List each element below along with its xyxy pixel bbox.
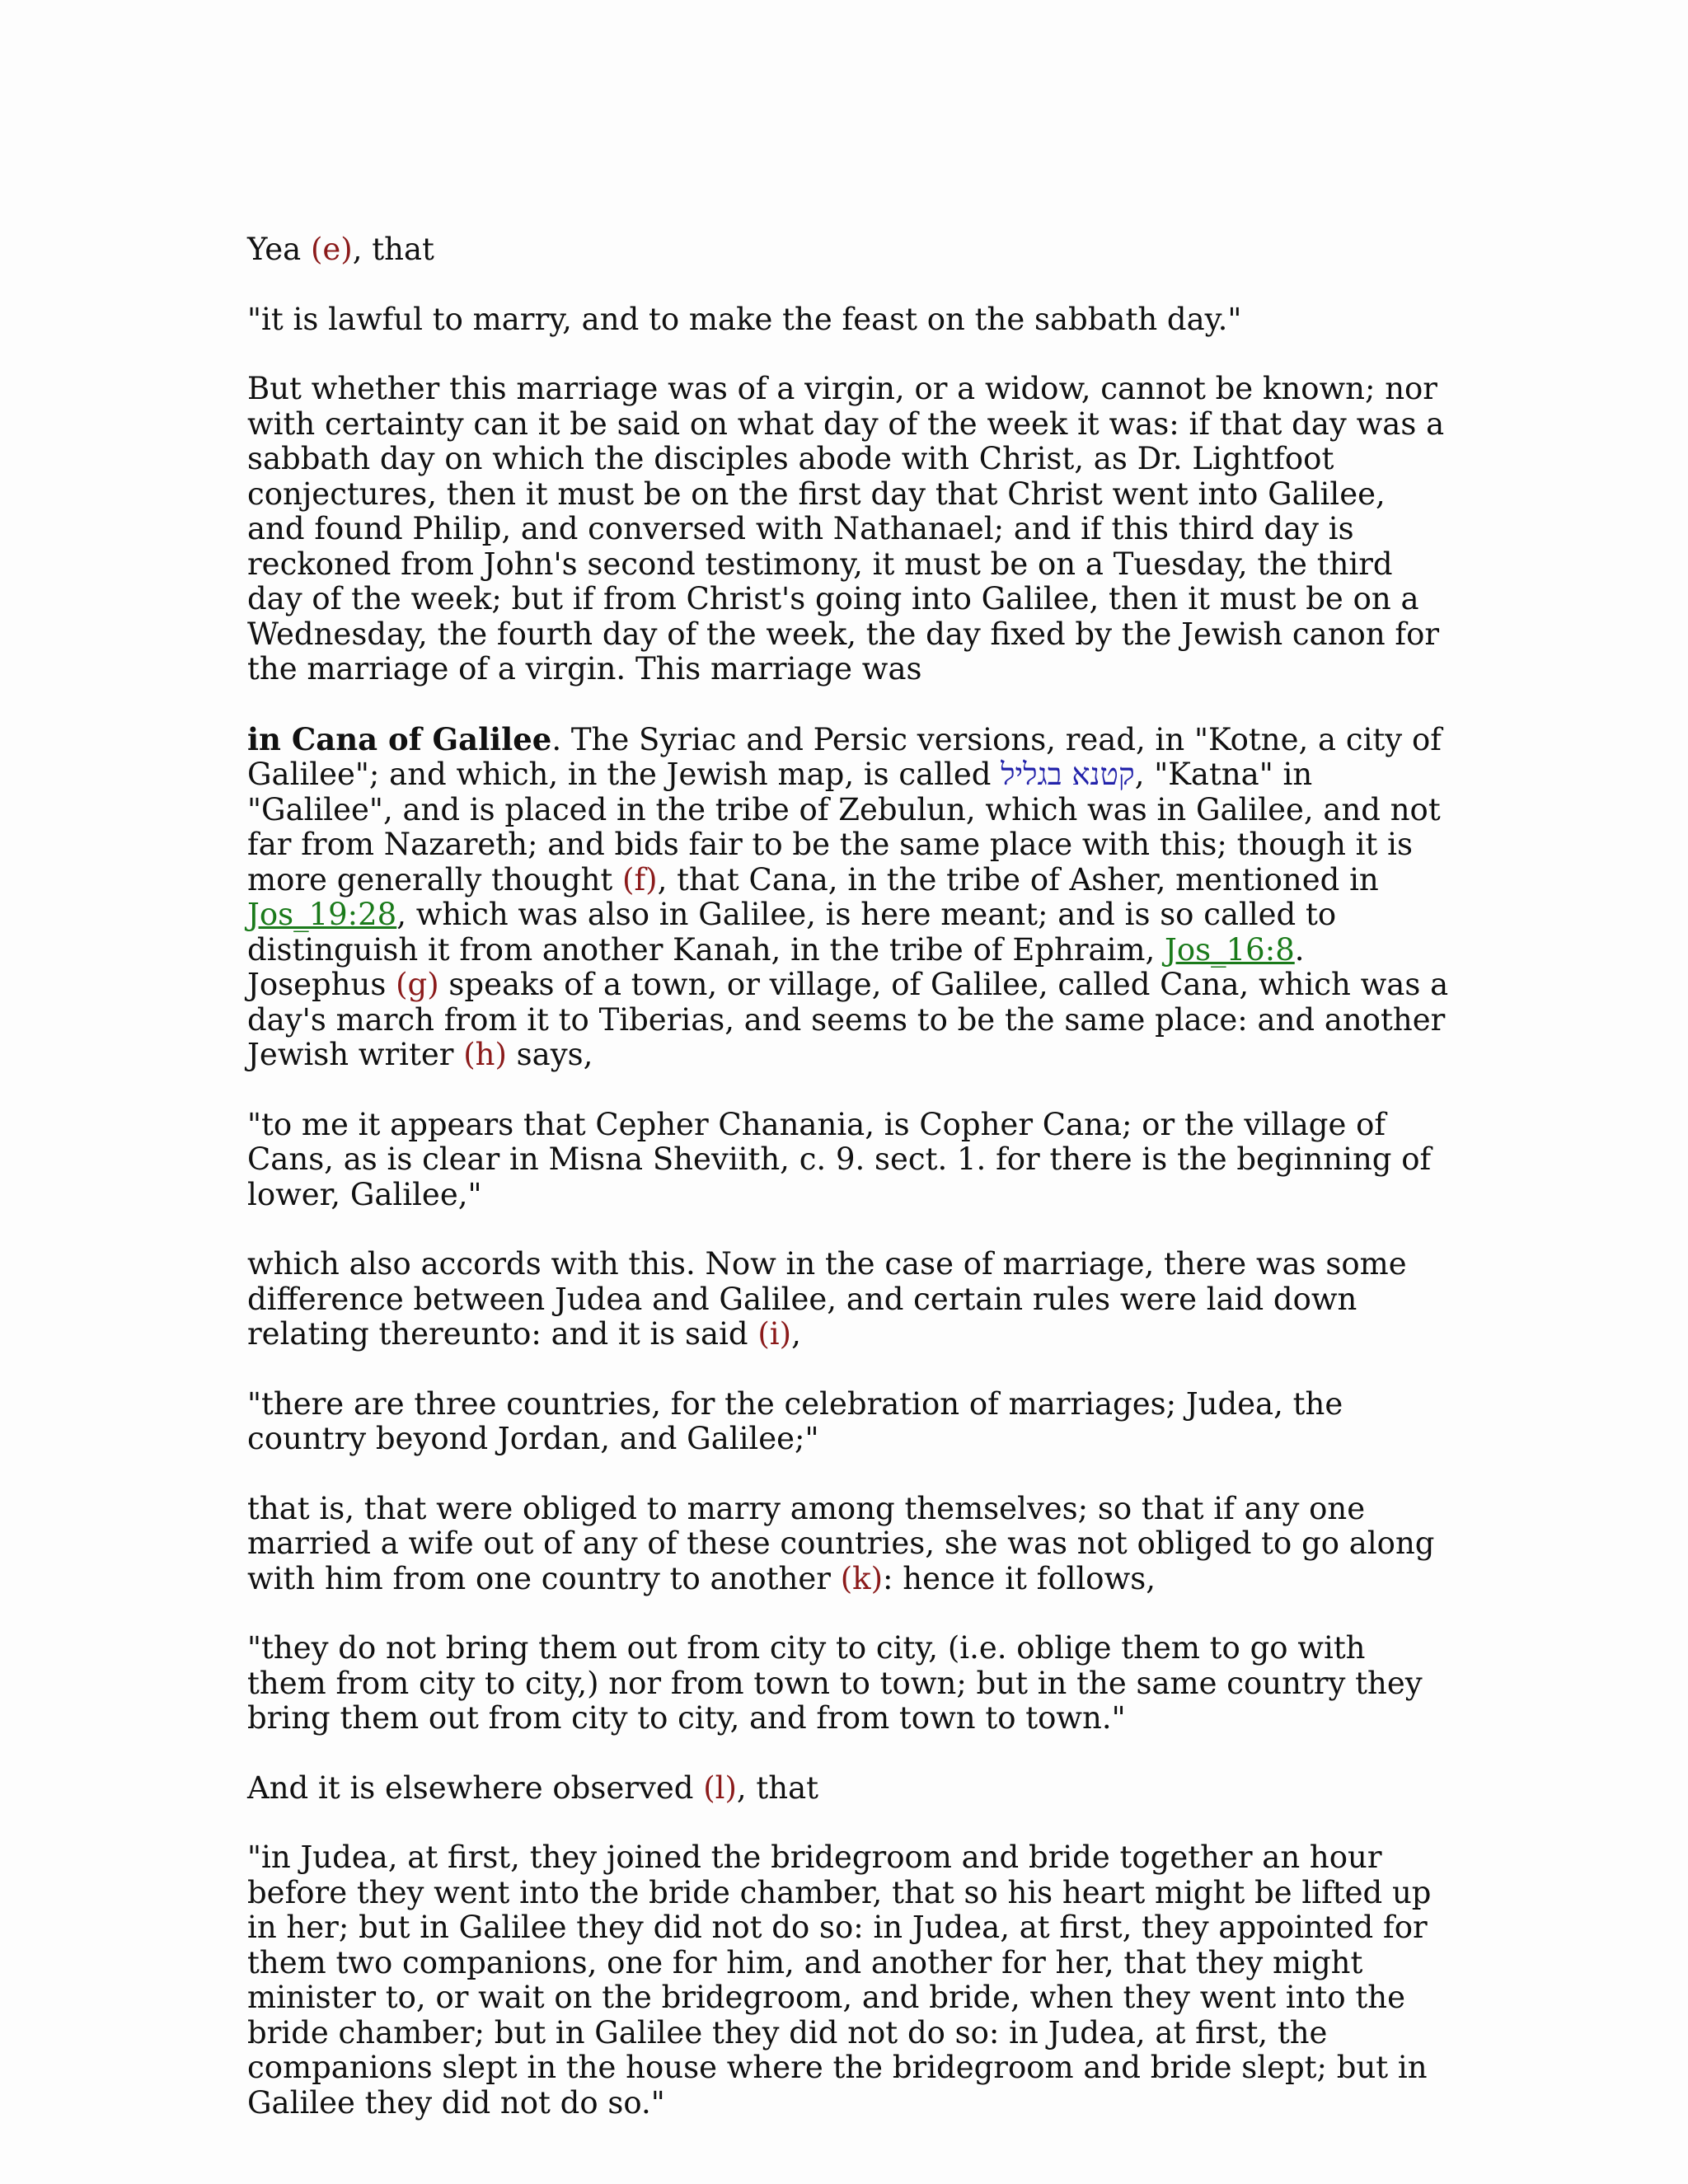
text: , that: [352, 232, 434, 267]
paragraph-3: [247, 722, 1451, 1073]
footnote-ref-k[interactable]: (k): [840, 1560, 884, 1596]
footnote-ref-h[interactable]: (h): [463, 1037, 507, 1072]
paragraph-5: [247, 1492, 1451, 1597]
scripture-link-jos-19-28[interactable]: Jos_19:28: [247, 897, 397, 932]
text: , "Katna" in "Galilee", and is placed in the tribe of Zebulun, which was in Galilee, and not far from Nazareth; and bids fair to be the same place with this; though it is more generally thought: [247, 757, 1441, 898]
text: ,: [791, 1316, 801, 1352]
text: , that: [736, 1769, 819, 1806]
quote-2: "to me it appears that Cepher Chanania, is Copher Cana; or the village of Cans, as is clear in Misna Sheviith, c. 9. sect. 1. for there is the beginning of lower, Galilee,": [247, 1106, 1432, 1212]
text: speaks of a town, or village, of Galilee, called Cana, which was a day's march from it to Tiberias, and seems to be the same place: and another Jewish writer: [247, 967, 1449, 1072]
quote-3: "there are three countries, for the celebration of marriages; Judea, the country beyond Jordan, and Galilee;": [247, 1385, 1343, 1456]
scripture-link-jos-16-8[interactable]: Jos_16:8: [1165, 931, 1295, 968]
text: , that Cana, in the tribe of Asher, mentioned in: [657, 861, 1379, 898]
text: Yea: [247, 232, 311, 267]
document-body: [247, 232, 1451, 2155]
quote-1: "it is lawful to marry, and to make the feast on the sabbath day.": [247, 301, 1242, 337]
footnote-ref-l[interactable]: (l): [703, 1769, 737, 1806]
hebrew-text: קטנא בגליל: [1001, 757, 1135, 792]
paragraph-4: [247, 1247, 1451, 1352]
paragraph-1: [247, 232, 1451, 268]
text: that is, that were obliged to marry among themselves; so that if any one married a wife out of any of these countries, she was not obliged to go along with him from one country to another: [247, 1490, 1435, 1596]
text: And it is elsewhere observed: [247, 1769, 704, 1806]
paragraph-2: But whether this marriage was of a virgin, or a widow, cannot be known; nor with certainty can it be said on what day of the week it was: if that day was a sabbath day on which the disciples abode with Christ, as Dr. Lightfoot conjectures, then it must be on the first day that Christ went into Galilee, and found Philip, and conversed with Nathanael; and if this third day is reckoned from John's second testimony, it must be on a Tuesday, the third day of the week; but if from Christ's going into Galilee, then it must be on a Wednesday, the fourth day of the week, the day fixed by the Jewish canon for the marriage of a virgin. This marriage was: [247, 371, 1445, 687]
text: : hence it follows,: [883, 1560, 1156, 1596]
footnote-ref-e[interactable]: (e): [310, 232, 353, 267]
footnote-ref-g[interactable]: (g): [396, 967, 439, 1002]
quote-5: "in Judea, at first, they joined the bridegroom and bride together an hour before they went into the bride chamber, that so his heart might be lifted up in her; but in Galilee they did not do so: in Judea, at first, they appointed for them two companions, one for him, and another for her, that they might minister to, or wait on the bridegroom, and bride, when they went into the bride chamber; but in Galilee they did not do so: in Judea, at first, the companions slept in the house where the bridegroom and bride slept; but in Galilee they did not do so.": [247, 1840, 1432, 2121]
footnote-ref-i[interactable]: (i): [757, 1316, 792, 1352]
paragraph-6: [247, 1771, 1451, 1807]
verse-phrase: in Cana of Galilee: [247, 720, 552, 757]
text: which also accords with this. Now in the case of marriage, there was some difference between Judea and Galilee, and certain rules were laid down relating thereunto: and it is said: [247, 1246, 1407, 1352]
text: , which was also in Galilee, is here meant; and is so called to distinguish it from another Kanah, in the tribe of Ephraim,: [247, 897, 1337, 968]
quote-4: "they do not bring them out from city to city, (i.e. oblige them to go with them from city to city,) nor from town to town; but in the same country they bring them out from city to city, and from town to town.": [247, 1630, 1423, 1736]
text: . Josephus: [247, 931, 1305, 1002]
text: . The Syriac and Persic versions, read, in "Kotne, a city of Galilee"; and which, in the Jewish map, is called: [247, 721, 1442, 792]
text: says,: [506, 1037, 593, 1072]
footnote-ref-f[interactable]: (f): [622, 861, 658, 898]
